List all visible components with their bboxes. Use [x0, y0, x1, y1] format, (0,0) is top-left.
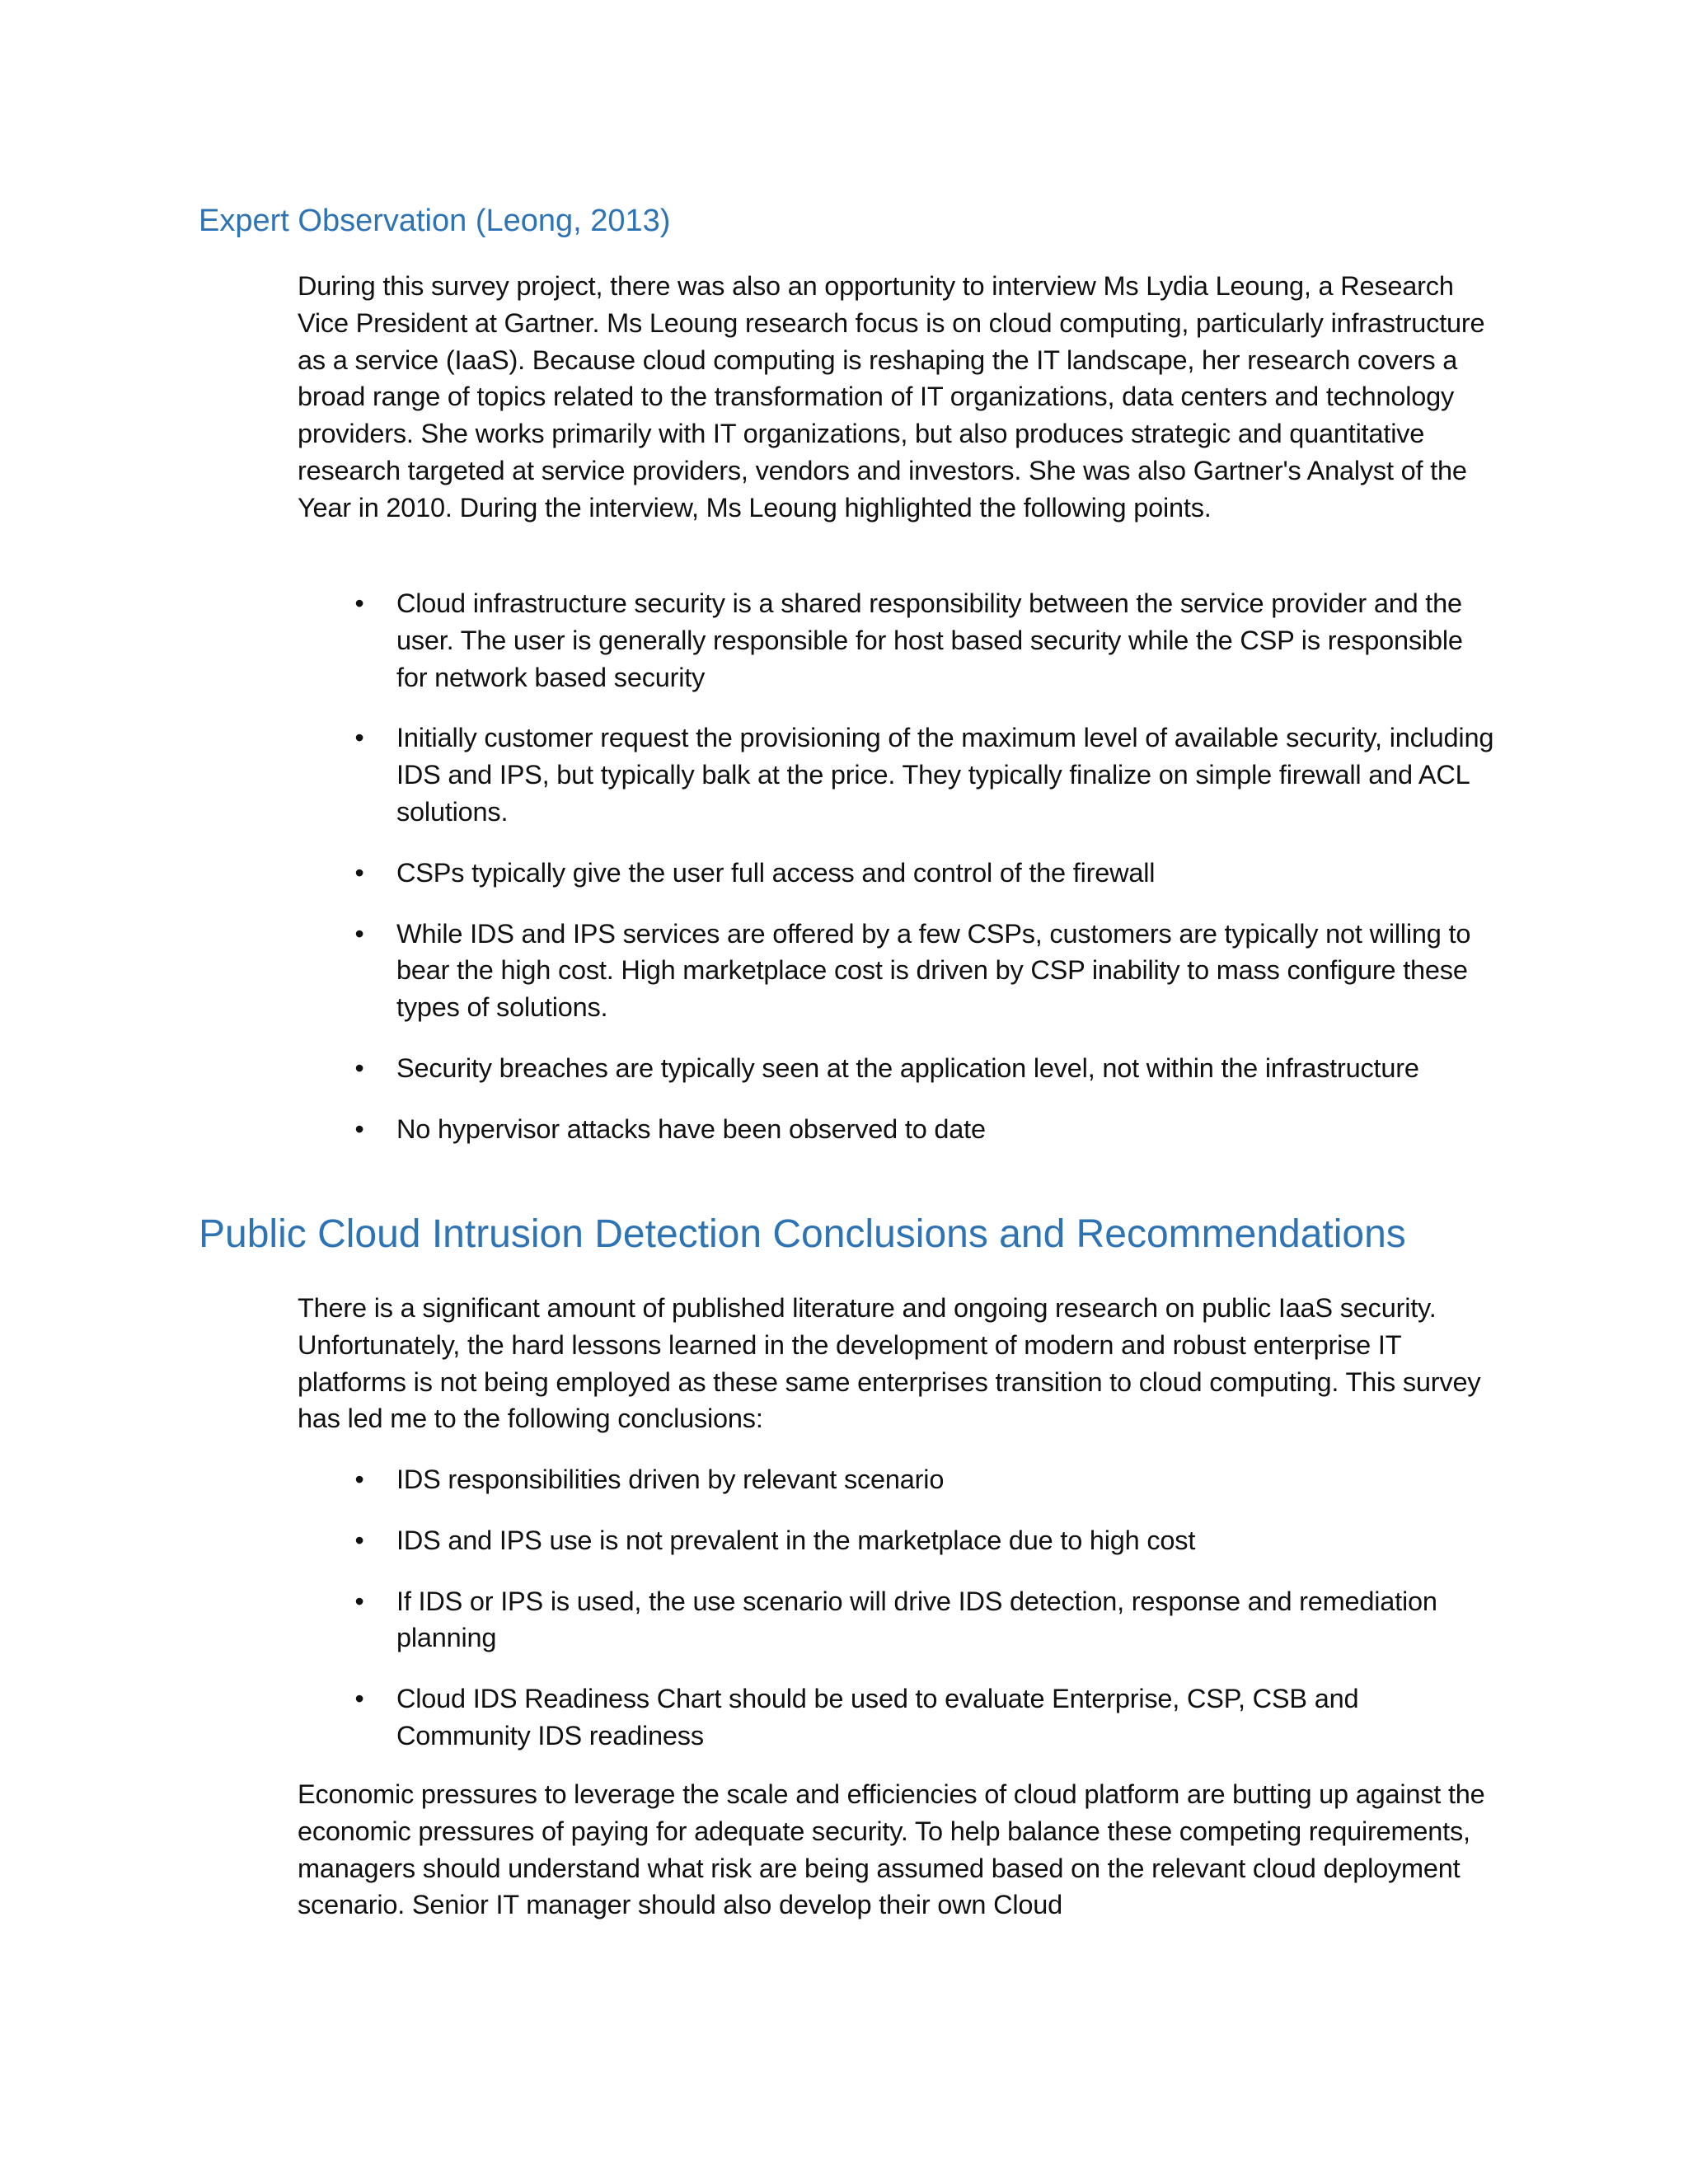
- list-item-text: Security breaches are typically seen at the application level, not within the infrastructure: [396, 1052, 1419, 1083]
- section-heading-conclusions: Public Cloud Intrusion Detection Conclusions and Recommendations: [199, 1212, 1406, 1256]
- list-item-text: If IDS or IPS is used, the use scenario will drive IDS detection, response and remediation planning: [396, 1586, 1437, 1653]
- list-item: [354, 916, 1497, 1026]
- list-item-text: CSPs typically give the user full access and control of the firewall: [396, 857, 1156, 888]
- list-item-text: Cloud infrastructure security is a shared responsibility between the service provider and the user. The user is generally responsible for host based security while the CSP is responsible for network based security: [396, 588, 1463, 692]
- conclusions-closing-paragraph: Economic pressures to leverage the scale and efficiencies of cloud platform are butting up against the economic pressures of paying for adequate security. To help balance these competing requirements, managers should understand what risk are being assumed based on the relevant cloud deployment scenario. Senior IT manager should also develop their own Cloud: [298, 1779, 1485, 1920]
- list-item-text: While IDS and IPS services are offered by a few CSPs, customers are typically not willing to bear the high cost. High marketplace cost is driven by CSP inability to mass configure these types of solutions.: [396, 918, 1471, 1023]
- list-item: [354, 1111, 1497, 1148]
- bullet-icon: •: [354, 1052, 364, 1083]
- list-item: [354, 855, 1497, 892]
- bullet-icon: •: [354, 723, 364, 753]
- list-item: [354, 1522, 1497, 1559]
- list-item: [354, 1583, 1497, 1657]
- bullet-icon: •: [354, 857, 364, 888]
- bullet-icon: •: [354, 1586, 364, 1616]
- list-item: [354, 1050, 1497, 1087]
- bullet-icon: •: [354, 1465, 364, 1494]
- conclusions-intro-paragraph: There is a significant amount of published literature and ongoing research on public IaaS security. Unfortunately, the hard lessons learned in the development of modern and robust enterprise IT platforms is not being employed as these same enterprises transition to cloud computing. This survey has led me to the following conclusions:: [298, 1293, 1481, 1434]
- section-heading-expert-observation: Expert Observation (Leong, 2013): [199, 204, 671, 238]
- list-item: [354, 1461, 1497, 1498]
- list-item-text: No hypervisor attacks have been observed to date: [396, 1113, 986, 1144]
- list-item: [354, 719, 1497, 830]
- bullet-icon: •: [354, 1684, 364, 1714]
- list-item-text: IDS and IPS use is not prevalent in the marketplace due to high cost: [396, 1525, 1196, 1555]
- expert-points-list: [354, 585, 1497, 1148]
- list-item: [354, 1680, 1497, 1755]
- list-item-text: Cloud IDS Readiness Chart should be used to evaluate Enterprise, CSP, CSB and Community IDS readiness: [396, 1684, 1359, 1750]
- list-item-text: Initially customer request the provisioning of the maximum level of available security, including IDS and IPS, but typically balk at the price. They typically finalize on simple firewall and ACL solutions.: [396, 723, 1494, 827]
- bullet-icon: •: [354, 1525, 364, 1555]
- expert-intro-paragraph: During this survey project, there was also an opportunity to interview Ms Lydia Leoung, a Research Vice President at Gartner. Ms Leoung research focus is on cloud computing, particularly infrastructure as a service (IaaS). Because cloud computing is reshaping the IT landscape, her research covers a broad range of topics related to the transformation of IT organizations, data centers and technology providers. She works primarily with IT organizations, but also produces strategic and quantitative research targeted at service providers, vendors and investors. She was also Gartner's Analyst of the Year in 2010. During the interview, Ms Leoung highlighted the following points.: [298, 271, 1485, 523]
- list-item-text: IDS responsibilities driven by relevant scenario: [396, 1465, 945, 1494]
- bullet-icon: •: [354, 588, 364, 618]
- list-item: [354, 585, 1497, 696]
- bullet-icon: •: [354, 1113, 364, 1144]
- bullet-icon: •: [354, 918, 364, 949]
- conclusions-list: [354, 1461, 1497, 1755]
